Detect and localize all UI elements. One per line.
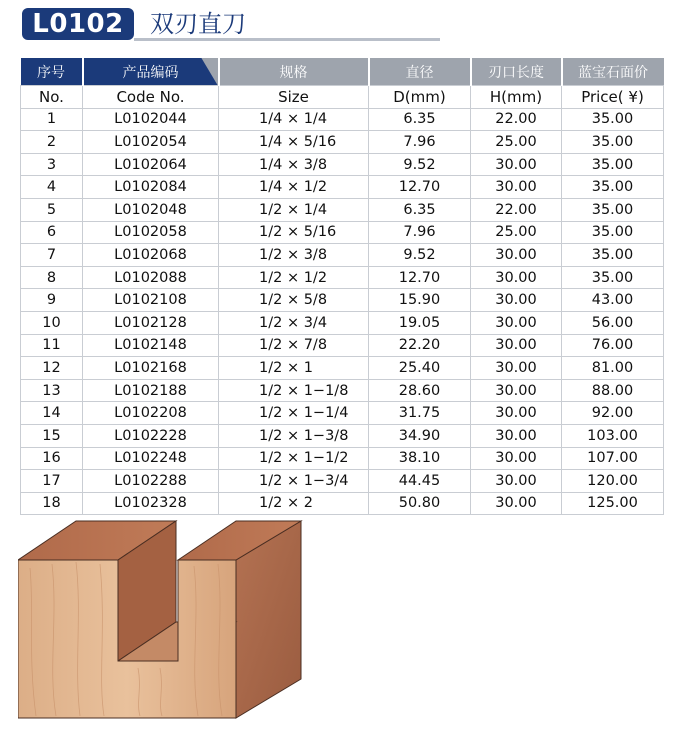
diameter-cell: 28.60 bbox=[369, 379, 471, 402]
size-cell: 1/4 × 3/8 bbox=[219, 153, 369, 176]
code-number-cell: L0102248 bbox=[83, 447, 219, 470]
col-header-size: Size bbox=[219, 86, 369, 109]
size-cell: 1/2 × 7/8 bbox=[219, 334, 369, 357]
col-header-size-cn: 规格 bbox=[219, 58, 369, 86]
price-cell: 35.00 bbox=[562, 198, 664, 221]
diameter-cell: 38.10 bbox=[369, 447, 471, 470]
code-number-cell: L0102058 bbox=[83, 221, 219, 244]
code-number-cell: L0102054 bbox=[83, 131, 219, 154]
table-row bbox=[21, 470, 664, 493]
code-number-cell: L0102188 bbox=[83, 379, 219, 402]
diameter-cell: 25.40 bbox=[369, 357, 471, 380]
header-row-en bbox=[21, 86, 664, 109]
row-number-cell: 4 bbox=[21, 176, 83, 199]
diameter-cell: 12.70 bbox=[369, 266, 471, 289]
size-cell: 1/2 × 1−3/8 bbox=[219, 424, 369, 447]
col-header-price: Price( ¥) bbox=[562, 86, 664, 109]
size-cell: 1/2 × 3/8 bbox=[219, 244, 369, 267]
row-number-cell: 1 bbox=[21, 108, 83, 131]
spec-table-body bbox=[21, 108, 664, 515]
row-number-cell: 7 bbox=[21, 244, 83, 267]
size-cell: 1/2 × 5/16 bbox=[219, 221, 369, 244]
table-row bbox=[21, 447, 664, 470]
code-number-cell: L0102208 bbox=[83, 402, 219, 425]
diameter-cell: 44.45 bbox=[369, 470, 471, 493]
code-number-cell: L0102328 bbox=[83, 492, 219, 515]
title-bar bbox=[22, 8, 422, 42]
col-header-no-cn: 序号 bbox=[21, 58, 83, 86]
table-row bbox=[21, 357, 664, 380]
col-header-no: No. bbox=[21, 86, 83, 109]
page-title: 双刃直刀 bbox=[150, 10, 246, 38]
price-cell: 103.00 bbox=[562, 424, 664, 447]
model-badge: L0102 bbox=[22, 8, 134, 40]
diameter-cell: 31.75 bbox=[369, 402, 471, 425]
price-cell: 125.00 bbox=[562, 492, 664, 515]
price-cell: 35.00 bbox=[562, 131, 664, 154]
col-header-diameter: D(mm) bbox=[369, 86, 471, 109]
table-row bbox=[21, 424, 664, 447]
col-header-code-label: 产品编码 bbox=[122, 64, 179, 81]
cut-length-cell: 30.00 bbox=[471, 424, 562, 447]
cut-length-cell: 30.00 bbox=[471, 334, 562, 357]
diameter-cell: 22.20 bbox=[369, 334, 471, 357]
code-number-cell: L0102108 bbox=[83, 289, 219, 312]
col-header-code: Code No. bbox=[83, 86, 219, 109]
table-row bbox=[21, 198, 664, 221]
diameter-cell: 6.35 bbox=[369, 108, 471, 131]
size-cell: 1/2 × 3/4 bbox=[219, 311, 369, 334]
price-cell: 35.00 bbox=[562, 176, 664, 199]
row-number-cell: 3 bbox=[21, 153, 83, 176]
cut-length-cell: 25.00 bbox=[471, 221, 562, 244]
cut-length-cell: 30.00 bbox=[471, 266, 562, 289]
code-number-cell: L0102288 bbox=[83, 470, 219, 493]
cut-length-cell: 30.00 bbox=[471, 153, 562, 176]
diameter-cell: 7.96 bbox=[369, 131, 471, 154]
row-number-cell: 17 bbox=[21, 470, 83, 493]
code-number-cell: L0102048 bbox=[83, 198, 219, 221]
row-number-cell: 5 bbox=[21, 198, 83, 221]
size-cell: 1/4 × 5/16 bbox=[219, 131, 369, 154]
diameter-cell: 6.35 bbox=[369, 198, 471, 221]
size-cell: 1/4 × 1/2 bbox=[219, 176, 369, 199]
spec-table bbox=[20, 58, 664, 515]
price-cell: 35.00 bbox=[562, 153, 664, 176]
code-number-cell: L0102064 bbox=[83, 153, 219, 176]
col-header-cut-length: H(mm) bbox=[471, 86, 562, 109]
col-header-price-cn: 蓝宝石面价 bbox=[562, 58, 664, 86]
size-cell: 1/2 × 2 bbox=[219, 492, 369, 515]
cut-length-cell: 30.00 bbox=[471, 176, 562, 199]
code-number-cell: L0102084 bbox=[83, 176, 219, 199]
diameter-cell: 15.90 bbox=[369, 289, 471, 312]
price-cell: 81.00 bbox=[562, 357, 664, 380]
row-number-cell: 8 bbox=[21, 266, 83, 289]
price-cell: 35.00 bbox=[562, 108, 664, 131]
cut-length-cell: 30.00 bbox=[471, 492, 562, 515]
row-number-cell: 13 bbox=[21, 379, 83, 402]
row-number-cell: 18 bbox=[21, 492, 83, 515]
code-number-cell: L0102088 bbox=[83, 266, 219, 289]
price-cell: 107.00 bbox=[562, 447, 664, 470]
cut-length-cell: 30.00 bbox=[471, 402, 562, 425]
size-cell: 1/2 × 1−1/2 bbox=[219, 447, 369, 470]
diameter-cell: 50.80 bbox=[369, 492, 471, 515]
cut-length-cell: 22.00 bbox=[471, 198, 562, 221]
table-row bbox=[21, 379, 664, 402]
cut-length-cell: 25.00 bbox=[471, 131, 562, 154]
size-cell: 1/2 × 1 bbox=[219, 357, 369, 380]
size-cell: 1/2 × 1/2 bbox=[219, 266, 369, 289]
size-cell: 1/2 × 1−3/4 bbox=[219, 470, 369, 493]
cut-length-cell: 30.00 bbox=[471, 470, 562, 493]
cut-length-cell: 30.00 bbox=[471, 244, 562, 267]
cut-length-cell: 30.00 bbox=[471, 311, 562, 334]
diameter-cell: 7.96 bbox=[369, 221, 471, 244]
row-number-cell: 10 bbox=[21, 311, 83, 334]
size-cell: 1/2 × 1/4 bbox=[219, 198, 369, 221]
size-cell: 1/2 × 1−1/4 bbox=[219, 402, 369, 425]
price-cell: 56.00 bbox=[562, 311, 664, 334]
price-cell: 43.00 bbox=[562, 289, 664, 312]
price-cell: 92.00 bbox=[562, 402, 664, 425]
table-row bbox=[21, 266, 664, 289]
header-row-cn bbox=[21, 58, 664, 86]
price-cell: 120.00 bbox=[562, 470, 664, 493]
diameter-cell: 9.52 bbox=[369, 153, 471, 176]
table-row bbox=[21, 244, 664, 267]
row-number-cell: 12 bbox=[21, 357, 83, 380]
table-row bbox=[21, 492, 664, 515]
price-cell: 35.00 bbox=[562, 266, 664, 289]
price-cell: 35.00 bbox=[562, 221, 664, 244]
cut-length-cell: 30.00 bbox=[471, 447, 562, 470]
price-cell: 76.00 bbox=[562, 334, 664, 357]
row-number-cell: 2 bbox=[21, 131, 83, 154]
row-number-cell: 9 bbox=[21, 289, 83, 312]
cut-length-cell: 30.00 bbox=[471, 357, 562, 380]
table-row bbox=[21, 221, 664, 244]
size-cell: 1/2 × 1−1/8 bbox=[219, 379, 369, 402]
code-number-cell: L0102168 bbox=[83, 357, 219, 380]
row-number-cell: 11 bbox=[21, 334, 83, 357]
code-number-cell: L0102228 bbox=[83, 424, 219, 447]
table-row bbox=[21, 131, 664, 154]
table-row bbox=[21, 289, 664, 312]
table-row bbox=[21, 108, 664, 131]
col-header-cut-length-cn: 刃口长度 bbox=[471, 58, 562, 86]
price-cell: 88.00 bbox=[562, 379, 664, 402]
wood-block-illustration bbox=[18, 518, 308, 723]
table-row bbox=[21, 153, 664, 176]
table-row bbox=[21, 334, 664, 357]
cut-length-cell: 22.00 bbox=[471, 108, 562, 131]
col-header-diameter-cn: 直径 bbox=[369, 58, 471, 86]
price-cell: 35.00 bbox=[562, 244, 664, 267]
code-number-cell: L0102128 bbox=[83, 311, 219, 334]
cut-length-cell: 30.00 bbox=[471, 289, 562, 312]
cut-length-cell: 30.00 bbox=[471, 379, 562, 402]
row-number-cell: 15 bbox=[21, 424, 83, 447]
row-number-cell: 16 bbox=[21, 447, 83, 470]
table-row bbox=[21, 402, 664, 425]
col-header-code-cn bbox=[83, 58, 219, 86]
size-cell: 1/4 × 1/4 bbox=[219, 108, 369, 131]
diameter-cell: 34.90 bbox=[369, 424, 471, 447]
code-number-cell: L0102044 bbox=[83, 108, 219, 131]
row-number-cell: 6 bbox=[21, 221, 83, 244]
row-number-cell: 14 bbox=[21, 402, 83, 425]
size-cell: 1/2 × 5/8 bbox=[219, 289, 369, 312]
diameter-cell: 19.05 bbox=[369, 311, 471, 334]
diameter-cell: 12.70 bbox=[369, 176, 471, 199]
diameter-cell: 9.52 bbox=[369, 244, 471, 267]
code-number-cell: L0102068 bbox=[83, 244, 219, 267]
code-number-cell: L0102148 bbox=[83, 334, 219, 357]
table-row bbox=[21, 176, 664, 199]
table-row bbox=[21, 311, 664, 334]
